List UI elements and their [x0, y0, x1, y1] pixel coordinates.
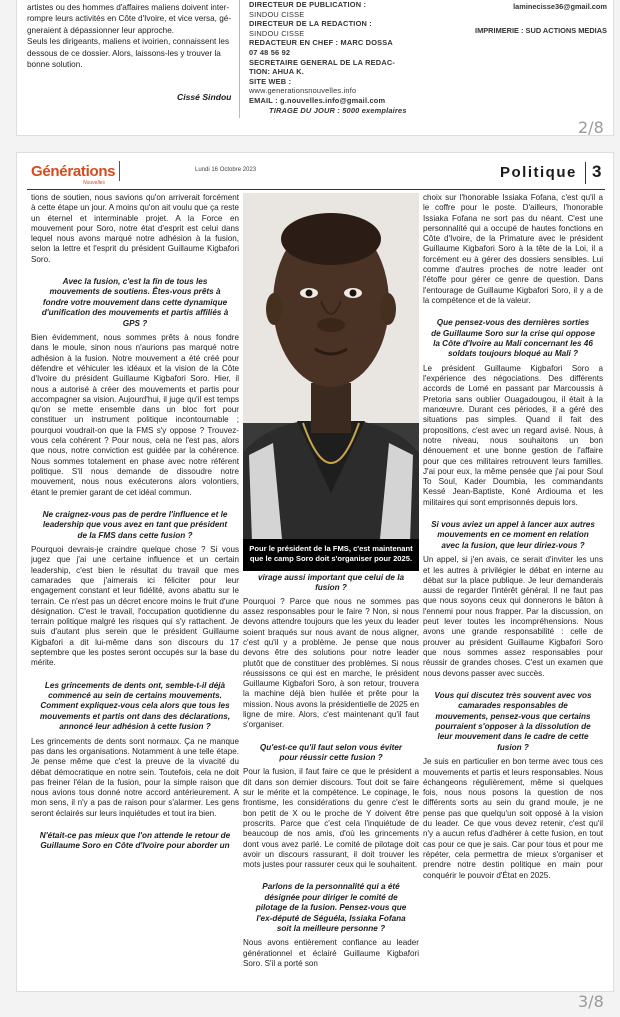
- page-number: 3: [592, 162, 602, 181]
- interview-question: N'était-ce pas mieux que l'on attende le retour de Guillaume Soro en Côte d'Ivoire pour aborder un: [39, 831, 231, 851]
- body-line: rompre leurs activités en Côte d'Ivoire, et vice versa, gé-: [27, 14, 232, 24]
- article-column-2: [243, 573, 419, 969]
- masthead-line: SINDOU CISSE: [249, 28, 305, 38]
- page-3: [16, 152, 614, 992]
- article-paragraph: Pourquoi devrais-je craindre quelque chose ? Si vous jugez que j'ai une certaine influence et un certain leadership, c'est bien le résultat du travail que mes camarades que j'aimerais ici féliciter pour leur engagement constant et leur fidélité, avons abattu sur le terrain. Ce n'est pas un décret encore moins le fruit d'une désignation. C'est le travail, l'occupation quotidienne du terrain politique malgré les risques qui s'y rattachent. Je suis d'autant plus serein que le président Guillaume Kigbafori a dit lui-même dans son discours du 17 septembre que les postes seront occupés sur la base du mérite.: [31, 545, 239, 668]
- article-paragraph: Je suis en particulier en bon terme avec tous ces mouvements et partis et leurs responsables. Nous échangeons régulièrement, même si quelques fois, nous nous posons la question de nos différents sorts au sein du grand moule, je ne pense pas que quelqu'un soit opposé à la vision du leader. Ce que vous devez retenir, c'est qu'il n'y a aucun refus d'adhérer à cette fusion, en tout cas pour ce que je sais. Car pour tous et pour me répéter, cela permettra de mieux s'organiser et prendre notre destin politique en main pour conquérir le pouvoir d'État en 2025.: [423, 757, 603, 880]
- interview-question: Si vous aviez un appel à lancer aux autres mouvements en ce moment en relation avec la fusion, que leur diriez-vous ?: [431, 520, 595, 550]
- masthead-line: REDACTEUR EN CHEF : MARC DOSSA: [249, 38, 393, 48]
- article-column-3: [423, 193, 603, 881]
- article-paragraph: choix sur l'honorable Issiaka Fofana, c'est qu'il a le coffre pour le poste. D'ailleurs, l'honorable Issiaka Fofana ne sort pas du néant. C'est une personnalité qui a occupé de hautes fonctions en Côte d'Ivoire, de la Primature avec le président Guillaume Kigbafori Soro à la tête de la Loi, il a forcément eu à gérer des dossiers sensibles. Lui comme d'autres proches de notre leader ont l'étoffe pour gérer ce genre de question. Dans l'entourage de Guillaume Kigbafori Soro, il y a de la compétence et de la valeur.: [423, 193, 603, 305]
- masthead-line: www.generationsnouvelles.info: [249, 86, 357, 96]
- printer-line: IMPRIMERIE : SUD ACTIONS MEDIAS: [475, 26, 607, 35]
- article-paragraph: Un appel, si j'en avais, ce serait d'inviter les uns et les autres à privilégier le débat en interne au débat sur la place publique. Je leur demanderais aussi de regarder l'intérêt général. Il ne faut pas que nous soyons ceux qui donnerons le bâton à l'ennemi pour nous frapper. Par la discussion, on peut lever toutes les incompréhensions. Nous avons une grande responsabilité : celle de prouver au président Guillaume Kigbafori Soro que nous sommes assez responsables pour réussir de grandes choses. C'est un examen que nous devons passer avec succès.: [423, 555, 603, 678]
- masthead-line: DIRECTEUR DE LA REDACTION :: [249, 19, 372, 29]
- interview-question: Qu'est-ce qu'il faut selon vous éviter pour réussir cette fusion ?: [259, 742, 403, 763]
- interview-question: Les grincements de dents ont, semble-t-il déjà commencé au sein de certains mouvements. Comment expliquez-vous cela alors que tous les mouvements et partis ont dans des déclarations, annoncé leur adhésion à cette fusion ?: [39, 680, 231, 732]
- interview-question: virage aussi important que celui de la fusion ?: [257, 573, 405, 593]
- section-title: Politique: [500, 164, 577, 181]
- page-indicator-2: 2/8: [578, 118, 604, 137]
- article-paragraph: Les grincements de dents sont normaux. Ça ne manque pas dans les organisations. Notamment à une telle étape. Je pense même que c'est la preuve de la vivacité du débat démocratique en notre sein. Toutefois, cela ne doit pas freiner l'élan de la fusion, pour la simple raison que nous avions tous donné notre accord antérieurement. A mon sens, il n'y a pas de raison pour s'alarmer. Les gens seront éclairés sur leurs inquiétudes et tout ira bien.: [31, 736, 239, 818]
- body-line: Seuls les dirigeants, maliens et ivoirien, connaissent les: [27, 37, 230, 47]
- masthead-line: SECRETAIRE GENERAL DE LA REDAC-: [249, 57, 396, 67]
- masthead-line: EMAIL : g.nouvelles.info@gmail.com: [249, 95, 386, 105]
- article-paragraph: Le président Guillaume Kigbafori Soro a l'expérience des négociations. Des différents accords de Lomé en passant par Marcoussis à Pretoria sans oublier Ouagadougou, il était à la manœuvre. Durant ces périodes, il a géré des situations pas simples. Quand il fait des propositions, c'est avec un regard avisé. Nous, à notre niveau, nous souhaitons un bon dénouement et une bonne gestion de l'affaire pour que ces militaires retrouvent leurs familles. J'ai pour eux, la même pensée que j'ai pour Soul To Soul, Kader Doumbia, les commandants Kessé Jean-Baptiste, Koné Ardiouma et les militaires qui sont emprisonnés depuis lors.: [423, 363, 603, 507]
- page-2: [16, 0, 614, 136]
- page2-body: [27, 2, 235, 70]
- portrait-photo: [243, 193, 419, 571]
- tirage: TIRAGE DU JOUR : 5000 exemplaires: [269, 105, 407, 115]
- email-line: laminecisse36@gmail.com: [513, 2, 607, 11]
- masthead-right: [417, 2, 607, 36]
- interview-question: Avec la fusion, c'est la fin de tous les mouvements de soutiens. Êtes-vous prêts à fondre votre mouvement dans cette dynamique d'unification des mouvements et partis affiliés à GPS ?: [41, 277, 229, 328]
- article-paragraph: Pour la fusion, il faut faire ce que le président a dit dans son dernier discours. Tout doit se faire sur le mérite et la compétence. Le copinage, le frontisme, les considérations du genre c'est le bon petit de X ou le proche de Y doivent être proscrits. Parce que c'est cela l'inquiétude de beaucoup de nos amis, d'où les grincements dont vous avez parlé. Le comité de pilotage doit avoir un discours rassurant, il doit trouver les mots justes pour rassurer ceux qui le souhaitent.: [243, 767, 419, 870]
- issue-date: Lundi 16 Octobre 2023: [195, 167, 257, 173]
- article-paragraph: tions de soutien, nous savions qu'on arriverait forcément à cette étape un jour. A moins qu'on ait voulu que ça reste un éternel et interminable projet. A la Force en mouvement pour Soro, notre état d'esprit est celui dans lequel nous avons marqué notre adhésion à la fusion, selon la lettre et l'esprit du président Guillaume Kigbafori Soro.: [31, 193, 239, 264]
- body-line: artistes ou des hommes d'affaires maliens doivent inter-: [27, 3, 230, 12]
- portrait-illustration: [243, 193, 419, 571]
- interview-question: Ne craignez-vous pas de perdre l'influence et le leadership que vous avez en tant que président de la FMS dans cette fusion ?: [42, 509, 228, 540]
- article-paragraph: Pourquoi ? Parce que nous ne sommes pas assez responsables pour le faire ? Non, si nous devons attendre toujours que les yeux du leader soient braqués sur nous avant de nous aligner, c'est qu'il y a problème. Je pense que nous devons être des solutions pour notre leader plutôt que de constituer des problèmes. Si nous réussissons ce qui est en marche, le président Guillaume Kigbafori Soro, à son retour, trouvera la machine déjà bien huilée et prête pour la mission. Nous avons la présidentielle de 2025 en ligne de mire. Alors, c'est maintenant qu'il faut s'organiser.: [243, 596, 419, 730]
- interview-question: Parlons de la personnalité qui a été désignée pour diriger le comité de pilotage de la fusion. Pensez-vous que l'ex-député de Séguéla, Issiaka Fofana soit la meilleure personne ?: [255, 882, 407, 934]
- newspaper-logo: Générations: [31, 163, 116, 180]
- signature: Cissé Sindou: [177, 92, 232, 102]
- masthead-line: DIRECTEUR DE PUBLICATION :: [249, 0, 367, 9]
- interview-question: Vous qui discutez très souvent avec vos camarades responsables de mouvements, pensez-vous que certains pourraient s'opposer à la dissolution de leur mouvement dans le cadre de cette fusion ?: [434, 690, 592, 752]
- masthead-line: SITE WEB :: [249, 76, 292, 86]
- masthead-line: SINDOU CISSE: [249, 9, 305, 19]
- page-indicator-3: 3/8: [578, 992, 604, 1011]
- page-header: [17, 153, 615, 189]
- header-divider: [119, 161, 120, 181]
- masthead-line: 07 48 56 92: [249, 47, 291, 57]
- body-line: bonne solution.: [27, 60, 83, 70]
- column-divider: [239, 0, 240, 118]
- photo-caption: Pour le président de la FMS, c'est maintenant que le camp Soro doit s'organiser pour 2025.: [243, 539, 419, 571]
- article-paragraph: Nous avons entièrement confiance au leader générationnel et éclairé Guillaume Kigbafori Soro. S'il a porté son: [243, 938, 419, 969]
- interview-question: Que pensez-vous des dernières sorties de Guillaume Soro sur la crise qui oppose la Côte d'Ivoire au Mali concernant les 46 soldats toujours bloqué au Mali ?: [431, 318, 595, 359]
- article-paragraph: Bien évidemment, nous sommes prêts à nous fondre dans le moule, sinon nous n'aurions pas marqué notre adhésion à la fusion. Notre mouvement a été créé pour défendre et véhiculer les idéaux et la vision de la Côte d'Ivoire du président Guillaume Kigbafori Soro. Hier, il nous a autorisé à créer des mouvements et partis pour accompagner sa vision. Aujourd'hui, il juge qu'il est temps qu'on se mette ensemble dans un bloc fort pour constituer un instrument politique incontournable ; pourquoi voudrait-on que la FMS s'y oppose ? Trouvez-vous cela cohérent ? Pour nous, cela ne l'est pas, alors que nous, notre conviction est guidée par la cohérence. Nous sommes totalement en phase avec notre référent politique. S'il nous demande de dissoudre notre mouvement, nous nous exécuterons alors volontiers, étant le premier garant de cet idéal commun.: [31, 333, 239, 497]
- header-divider: [585, 162, 586, 184]
- body-line: dessous de ce dossier. Alors, laissons-les y trouver la: [27, 48, 221, 58]
- body-line: gneraient à dépassionner leur approche.: [27, 25, 175, 35]
- article-column-1: [31, 193, 239, 856]
- header-rule: [27, 189, 605, 190]
- masthead-line: TION: AHUA K.: [249, 67, 305, 77]
- logo-subtitle: Nouvelles: [83, 180, 105, 186]
